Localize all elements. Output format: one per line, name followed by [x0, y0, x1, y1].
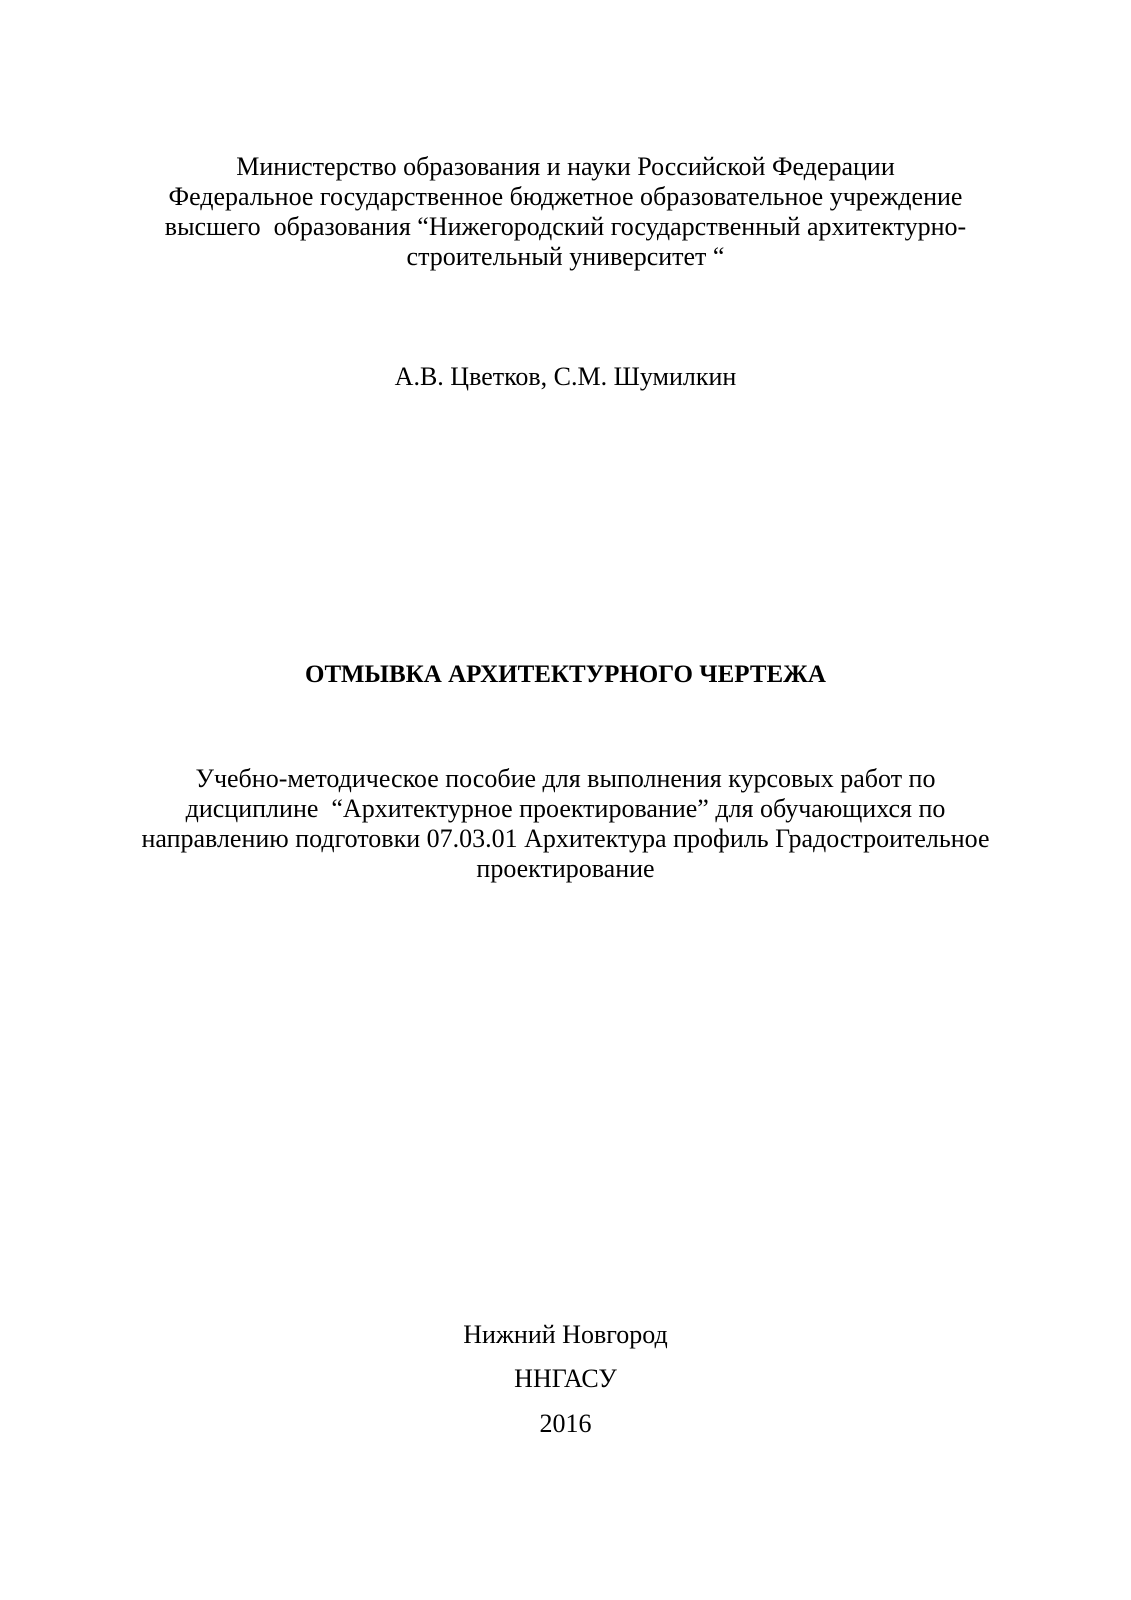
- header-line-institution-type: Федеральное государственное бюджетное образовательное учреждение: [168, 182, 963, 211]
- header-line-ministry: Министерство образования и науки Российской Федерации: [236, 152, 895, 181]
- document-title: ОТМЫВКА АРХИТЕКТУРНОГО ЧЕРТЕЖА: [305, 661, 826, 688]
- imprint-year: 2016: [539, 1409, 592, 1438]
- institution-header: [0, 152, 1131, 272]
- authors: А.В. Цветков, С.М. Шумилкин: [394, 362, 737, 391]
- subtitle-line: дисциплине “Архитектурное проектирование” для обучающихся по: [185, 794, 946, 823]
- subtitle-line: Учебно-методическое пособие для выполнения курсовых работ по: [195, 764, 936, 793]
- document-subtitle: [0, 764, 1131, 884]
- header-line-university-name-cont: строительный университет “: [406, 242, 725, 271]
- imprint-city: Нижний Новгород: [463, 1320, 668, 1349]
- subtitle-line: направлению подготовки 07.03.01 Архитектура профиль Градостроительное: [141, 824, 990, 853]
- imprint-publisher: ННГАСУ: [514, 1364, 617, 1393]
- subtitle-line: проектирование: [476, 854, 655, 883]
- header-line-university-name: высшего образования “Нижегородский государственный архитектурно-: [164, 212, 967, 241]
